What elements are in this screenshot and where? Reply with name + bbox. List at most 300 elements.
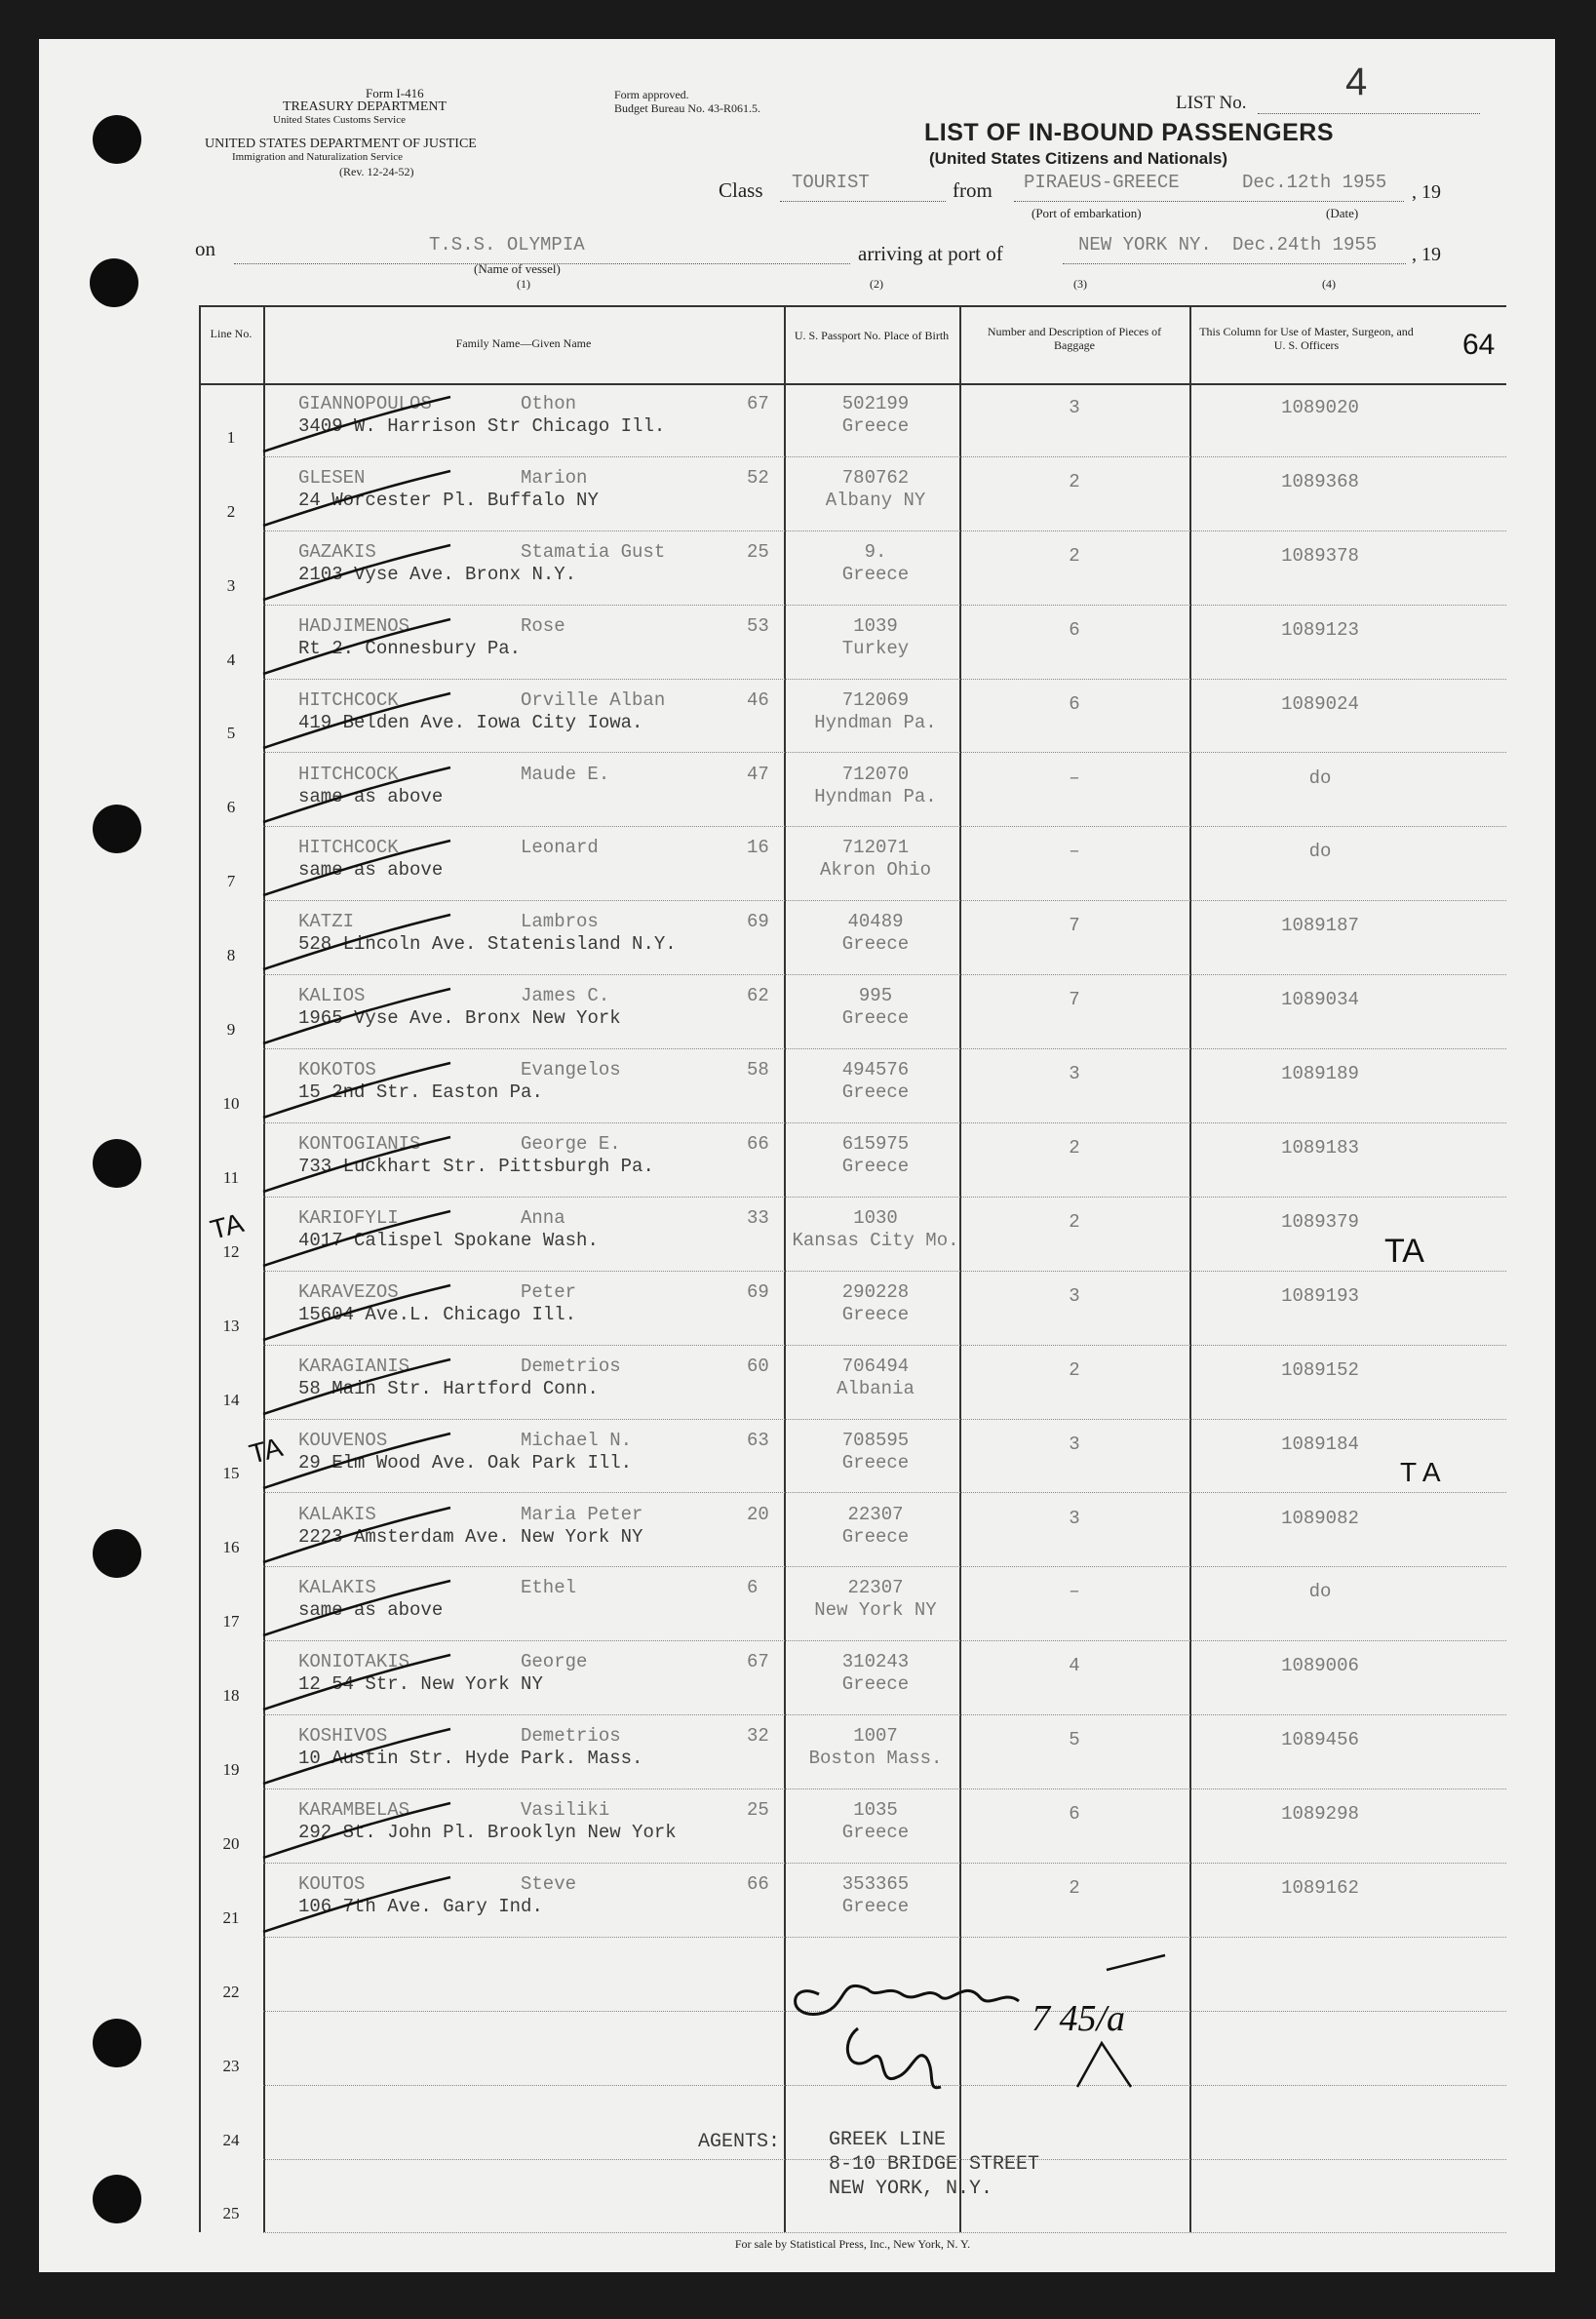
row-birth-place: Greece: [841, 1156, 910, 1177]
row-age: 58: [747, 1059, 769, 1081]
row-given-name: Marion: [521, 466, 588, 489]
table-top-border: [199, 305, 1506, 307]
table-row: [199, 680, 1506, 754]
row-passport-no: 712069: [841, 688, 910, 711]
row-address: 528 Lincoln Ave. Statenisland N.Y.: [298, 933, 677, 956]
col-header-passport: U. S. Passport No. Place of Birth: [794, 329, 950, 342]
page-title: LIST OF IN-BOUND PASSENGERS: [924, 119, 1335, 146]
row-officer-number: 1089193: [1281, 1284, 1359, 1307]
check-stroke: [263, 1285, 450, 1340]
row-given-name: George E.: [521, 1133, 621, 1155]
row-family-name: KOUVENOS: [298, 1429, 388, 1451]
agents-line-2: 8-10 BRIDGE STREET: [829, 2153, 1040, 2176]
check-stroke: [263, 1655, 450, 1710]
check-mark: [255, 465, 470, 533]
row-family-name: KALIOS: [298, 985, 366, 1007]
class-line: [780, 201, 946, 202]
row-given-name: Maude E.: [521, 763, 610, 785]
row-address: 3409 W. Harrison Str Chicago Ill.: [298, 415, 666, 437]
row-officer-number: 1089368: [1281, 470, 1359, 492]
customs-service: United States Customs Service: [273, 114, 406, 126]
vessel-value: T.S.S. OLYMPIA: [429, 234, 585, 255]
row-birth-place: Greece: [841, 1525, 910, 1548]
row-passport-no: 40489: [847, 911, 904, 933]
row-birth-place: Akron Ohio: [819, 859, 932, 882]
row-age: 69: [747, 1280, 769, 1303]
date-caption: (Date): [1326, 206, 1359, 220]
check-stroke: [263, 1434, 450, 1488]
row-family-name: HITCHCOCK: [298, 688, 399, 711]
row-age: 46: [747, 688, 769, 711]
check-mark: [255, 1205, 470, 1274]
check-mark: [255, 1131, 470, 1199]
arriving-label: arriving at port of: [858, 242, 1003, 265]
row-baggage: 6: [1069, 1803, 1080, 1826]
punch-hole: [93, 1529, 141, 1578]
row-given-name: Orville Alban: [521, 688, 666, 711]
row-address: 2223 Amsterdam Ave. New York NY: [298, 1525, 643, 1548]
check-stroke: [263, 1581, 450, 1635]
arriving-value: NEW YORK NY.: [1078, 234, 1212, 255]
check-mark: [255, 909, 470, 977]
table-row: [199, 1049, 1506, 1123]
row-birth-place: Hyndman Pa.: [814, 785, 937, 807]
row-passport-no: 310243: [841, 1651, 910, 1673]
row-baggage: 2: [1069, 1877, 1080, 1899]
row-officer-number: 1089183: [1281, 1137, 1359, 1159]
from-line: [1014, 201, 1404, 202]
check-mark: [255, 1723, 470, 1791]
row-line-number: 11: [222, 1167, 240, 1187]
row-officer-number: 1089162: [1281, 1877, 1359, 1899]
row-passport-no: 22307: [847, 1577, 904, 1599]
table-row: [199, 975, 1506, 1049]
row-baggage: 2: [1069, 1210, 1080, 1233]
check-stroke: [263, 545, 450, 600]
row-age: 16: [747, 837, 769, 859]
row-family-name: GLESEN: [298, 466, 366, 489]
table-row: [199, 1494, 1506, 1568]
row-family-name: KALAKIS: [298, 1503, 376, 1525]
row-officer-number: do: [1308, 1581, 1332, 1603]
row-address: same as above: [298, 785, 444, 807]
row-line-number: 12: [222, 1241, 240, 1261]
class-label: Class: [719, 178, 763, 202]
list-no-label: LIST No.: [1176, 93, 1247, 113]
justice-dept: UNITED STATES DEPARTMENT OF JUSTICE: [205, 137, 477, 151]
revision: (Rev. 12-24-52): [339, 165, 414, 178]
row-given-name: Maria Peter: [521, 1503, 643, 1525]
punch-hole: [93, 1139, 141, 1188]
check-stroke: [263, 397, 450, 452]
col-header-line-no: Line No.: [210, 327, 253, 340]
row-given-name: George: [521, 1651, 588, 1673]
row-age: 67: [747, 393, 769, 414]
from-value: PIRAEUS-GREECE: [1024, 172, 1180, 193]
agents-label: AGENTS:: [698, 2131, 781, 2153]
table-row: [199, 1789, 1506, 1864]
row-address: 106 7th Ave. Gary Ind.: [298, 1896, 543, 1917]
row-birth-place: Albania: [837, 1377, 915, 1399]
row-age: 60: [747, 1355, 769, 1377]
row-given-name: Othon: [521, 393, 577, 414]
check-mark: [255, 1279, 470, 1348]
row-age: 67: [747, 1651, 769, 1673]
manifest-table: [199, 305, 1506, 2251]
check-mark: [255, 835, 470, 903]
row-family-name: GIANNOPOULOS: [298, 393, 432, 414]
row-address: Rt 2. Connesbury Pa.: [298, 637, 522, 659]
arriving-year: , 19: [1412, 244, 1441, 265]
row-address: 292 St. John Pl. Brooklyn New York: [298, 1822, 677, 1844]
row-address: 58 Main Str. Hartford Conn.: [298, 1377, 599, 1399]
row-line-number: 20: [222, 1833, 240, 1853]
punch-hole: [93, 2019, 141, 2067]
row-family-name: KARAVEZOS: [298, 1280, 399, 1303]
row-baggage: 2: [1069, 470, 1080, 492]
ta-annotation-left-15: TA: [246, 1432, 287, 1470]
punch-hole: [93, 805, 141, 853]
row-address: 29 Elm Wood Ave. Oak Park Ill.: [298, 1451, 633, 1474]
row-address: 15604 Ave.L. Chicago Ill.: [298, 1303, 577, 1325]
row-line-number: 6: [226, 798, 236, 817]
row-line-number: 21: [222, 1907, 240, 1927]
signature-mark: 7 45/a: [1032, 1998, 1126, 2039]
row-family-name: HITCHCOCK: [298, 837, 399, 859]
row-age: 33: [747, 1206, 769, 1229]
table-row: [199, 1864, 1506, 1938]
row-line-number: 14: [222, 1390, 240, 1409]
caption-3: (3): [1073, 277, 1087, 291]
on-label: on: [195, 237, 215, 260]
row-officer-number: 1089024: [1281, 692, 1359, 715]
agents-line-1: GREEK LINE: [829, 2129, 947, 2151]
punch-hole: [93, 2175, 141, 2223]
row-given-name: Leonard: [521, 837, 599, 859]
row-line-number: 3: [226, 575, 236, 595]
table-row: [199, 1420, 1506, 1494]
row-baggage: 7: [1069, 915, 1080, 937]
row-officer-number: 1089152: [1281, 1358, 1359, 1381]
check-stroke: [263, 1803, 450, 1858]
row-birth-place: Hyndman Pa.: [814, 711, 937, 733]
row-family-name: KARAGIANIS: [298, 1355, 410, 1377]
row-birth-place: New York NY: [814, 1599, 937, 1622]
row-family-name: KOUTOS: [298, 1873, 366, 1895]
row-baggage: 3: [1069, 1507, 1080, 1529]
row-age: 63: [747, 1429, 769, 1451]
table-row: [199, 1272, 1506, 1346]
row-family-name: KATZI: [298, 911, 355, 933]
punch-hole: [93, 115, 141, 164]
row-baggage: 5: [1069, 1729, 1080, 1751]
row-given-name: Steve: [521, 1873, 577, 1895]
row-line-number: 24: [222, 2130, 240, 2149]
row-given-name: Demetrios: [521, 1355, 621, 1377]
check-mark: [255, 1057, 470, 1125]
row-age: 52: [747, 466, 769, 489]
check-mark: [255, 1428, 470, 1496]
table-row: [199, 1641, 1506, 1715]
check-stroke: [263, 1729, 450, 1784]
row-family-name: HADJIMENOS: [298, 614, 410, 637]
row-address: 10 Austin Str. Hyde Park. Mass.: [298, 1748, 643, 1770]
check-mark: [255, 391, 470, 459]
col-header-officers: This Column for Use of Master, Surgeon, and U. S. Officers: [1199, 325, 1414, 352]
row-baggage: 2: [1069, 544, 1080, 567]
row-birth-place: Greece: [841, 1303, 910, 1325]
row-passport-no: 995: [858, 985, 893, 1007]
check-mark: [255, 1797, 470, 1866]
check-mark: [255, 613, 470, 682]
col-header-baggage: Number and Description of Pieces of Baggage: [987, 325, 1162, 352]
arriving-line: [1063, 263, 1406, 264]
footer-imprint: For sale by Statistical Press, Inc., New York, N. Y.: [734, 2237, 971, 2251]
table-row: [199, 457, 1506, 531]
row-passport-no: 712070: [841, 763, 910, 785]
ta-annotation-right-12: TA: [1384, 1233, 1424, 1270]
row-birth-place: Greece: [841, 1007, 910, 1030]
check-mark: [255, 762, 470, 830]
row-age: 6: [747, 1577, 759, 1599]
row-passport-no: 290228: [841, 1280, 910, 1303]
row-given-name: Michael N.: [521, 1429, 633, 1451]
row-line-number: 15: [222, 1464, 240, 1483]
row-family-name: KARAMBELAS: [298, 1799, 410, 1822]
caption-4: (4): [1322, 277, 1336, 291]
row-baggage: 3: [1069, 1284, 1080, 1307]
form-approved: Form approved.: [614, 88, 689, 101]
row-birth-place: Greece: [841, 1896, 910, 1917]
row-line-number: 1: [226, 427, 236, 447]
row-address: 24 Worcester Pl. Buffalo NY: [298, 489, 599, 511]
row-passport-no: 706494: [841, 1355, 910, 1377]
row-baggage: 6: [1069, 692, 1080, 715]
row-given-name: James C.: [521, 985, 610, 1007]
row-birth-place: Greece: [841, 1822, 910, 1844]
row-baggage: –: [1069, 766, 1080, 789]
check-stroke: [263, 1508, 450, 1562]
row-passport-no: 494576: [841, 1059, 910, 1081]
check-stroke: [263, 989, 450, 1043]
row-baggage: 3: [1069, 1063, 1080, 1085]
from-year: , 19: [1412, 181, 1441, 203]
treasury-dept: TREASURY DEPARTMENT: [283, 99, 448, 114]
ta-annotation-right-15: T A: [1400, 1457, 1441, 1487]
row-given-name: Anna: [521, 1206, 565, 1229]
table-row: [199, 531, 1506, 606]
row-officer-number: 1089082: [1281, 1507, 1359, 1529]
check-mark: [255, 1649, 470, 1717]
row-officer-number: 1089184: [1281, 1433, 1359, 1455]
row-birth-place: Greece: [841, 415, 910, 437]
row-baggage: 3: [1069, 1433, 1080, 1455]
from-label: from: [953, 178, 993, 202]
row-family-name: KALAKIS: [298, 1577, 376, 1599]
row-baggage: –: [1069, 841, 1080, 863]
row-birth-place: Boston Mass.: [808, 1748, 943, 1770]
budget-bureau: Budget Bureau No. 43-R061.5.: [614, 101, 760, 115]
officer-signature: [780, 1950, 1189, 2106]
table-row: [199, 901, 1506, 975]
agents-line-3: NEW YORK, N.Y.: [829, 2178, 993, 2200]
row-birth-place: Albany NY: [825, 489, 926, 511]
row-passport-no: 615975: [841, 1133, 910, 1155]
row-family-name: KONTOGIANIS: [298, 1133, 421, 1155]
row-officer-number: 1089020: [1281, 397, 1359, 418]
vessel-caption: (Name of vessel): [474, 261, 561, 276]
check-stroke: [263, 1063, 450, 1118]
caption-2: (2): [870, 277, 883, 291]
row-passport-no: 1007: [853, 1725, 898, 1748]
row-family-name: GAZAKIS: [298, 540, 376, 563]
ta-annotation-left-12: TA: [207, 1207, 248, 1245]
row-family-name: KOKOTOS: [298, 1059, 376, 1081]
row-age: 25: [747, 540, 769, 563]
check-stroke: [263, 1211, 450, 1266]
row-baggage: 2: [1069, 1137, 1080, 1159]
row-line-number: 19: [222, 1760, 240, 1780]
row-age: 53: [747, 614, 769, 637]
row-separator: [263, 2232, 1506, 2233]
table-row: [199, 606, 1506, 680]
row-passport-no: 502199: [841, 393, 910, 414]
row-line-number: 17: [222, 1612, 240, 1631]
row-line-number: 5: [226, 724, 236, 743]
row-officer-number: 1089034: [1281, 989, 1359, 1011]
col-header-name: Family Name—Given Name: [455, 336, 592, 350]
check-mark: [255, 1502, 470, 1570]
row-officer-number: 1089378: [1281, 544, 1359, 567]
table-row: [199, 827, 1506, 901]
check-mark: [255, 688, 470, 756]
check-stroke: [263, 915, 450, 969]
row-line-number: 2: [226, 501, 236, 521]
row-baggage: 2: [1069, 1358, 1080, 1381]
class-value: TOURIST: [792, 172, 870, 193]
row-officer-number: 1089189: [1281, 1063, 1359, 1085]
row-line-number: 10: [222, 1093, 240, 1113]
row-age: 32: [747, 1725, 769, 1748]
row-officer-number: 1089187: [1281, 915, 1359, 937]
row-given-name: Stamatia Gust: [521, 540, 666, 563]
check-mark: [255, 1575, 470, 1643]
row-passport-no: 712071: [841, 837, 910, 859]
row-given-name: Ethel: [521, 1577, 577, 1599]
check-stroke: [263, 693, 450, 748]
row-age: 25: [747, 1799, 769, 1822]
row-baggage: 6: [1069, 618, 1080, 641]
row-line-number: 9: [226, 1020, 236, 1040]
row-passport-no: 1035: [853, 1799, 898, 1822]
row-line-number: 22: [222, 1982, 240, 2001]
check-mark: [255, 983, 470, 1051]
row-address: 419 Belden Ave. Iowa City Iowa.: [298, 711, 643, 733]
check-mark: [255, 1354, 470, 1422]
row-birth-place: Greece: [841, 1451, 910, 1474]
row-given-name: Lambros: [521, 911, 599, 933]
form-number: Form I-416: [366, 86, 424, 100]
page-mark: 64: [1462, 329, 1496, 361]
check-stroke: [263, 1359, 450, 1414]
row-birth-place: Greece: [841, 1673, 910, 1696]
page-subtitle: (United States Citizens and Nationals): [929, 149, 1228, 168]
row-officer-number: 1089123: [1281, 618, 1359, 641]
row-line-number: 8: [226, 946, 236, 965]
check-stroke: [263, 841, 450, 895]
row-address: same as above: [298, 859, 444, 882]
row-passport-no: 780762: [841, 466, 910, 489]
table-row: [199, 1123, 1506, 1198]
row-line-number: 18: [222, 1686, 240, 1706]
row-age: 62: [747, 985, 769, 1007]
row-birth-place: Greece: [841, 933, 910, 956]
check-stroke: [263, 1877, 450, 1932]
row-age: 69: [747, 911, 769, 933]
table-row: [199, 1198, 1506, 1272]
table-row: [199, 1567, 1506, 1641]
table-row: [199, 1715, 1506, 1789]
row-address: 1965 Vyse Ave. Bronx New York: [298, 1007, 621, 1030]
row-given-name: Demetrios: [521, 1725, 621, 1748]
row-passport-no: 353365: [841, 1873, 910, 1895]
row-given-name: Evangelos: [521, 1059, 621, 1081]
table-row: [199, 383, 1506, 457]
row-baggage: 4: [1069, 1655, 1080, 1677]
row-passport-no: 708595: [841, 1429, 910, 1451]
ins-service: Immigration and Naturalization Service: [232, 151, 404, 163]
row-officer-number: do: [1308, 766, 1332, 789]
row-birth-place: Greece: [841, 1081, 910, 1104]
row-birth-place: Kansas City Mo.: [792, 1229, 959, 1251]
row-address: 4017 Calispel Spokane Wash.: [298, 1229, 599, 1251]
check-stroke: [263, 619, 450, 674]
from-date: Dec.12th 1955: [1242, 172, 1387, 193]
check-mark: [255, 1871, 470, 1940]
row-line-number: 25: [222, 2204, 240, 2223]
table-row: [199, 1346, 1506, 1420]
row-line-number: 16: [222, 1538, 240, 1557]
row-address: 2103 Vyse Ave. Bronx N.Y.: [298, 563, 577, 585]
row-line-number: 23: [222, 2056, 240, 2075]
row-baggage: –: [1069, 1581, 1080, 1603]
row-line-number: 7: [226, 872, 236, 891]
row-address: 12 54 Str. New York NY: [298, 1673, 543, 1696]
row-officer-number: 1089006: [1281, 1655, 1359, 1677]
row-birth-place: Greece: [841, 563, 910, 585]
row-age: 47: [747, 763, 769, 785]
arriving-date: Dec.24th 1955: [1232, 234, 1378, 255]
row-address: same as above: [298, 1599, 444, 1622]
row-baggage: 7: [1069, 989, 1080, 1011]
row-officer-number: 1089298: [1281, 1803, 1359, 1826]
check-mark: [255, 539, 470, 608]
row-officer-number: 1089456: [1281, 1729, 1359, 1751]
caption-1: (1): [517, 277, 530, 291]
row-family-name: KOSHIVOS: [298, 1725, 388, 1748]
list-no-value: 4: [1345, 60, 1368, 103]
row-age: 66: [747, 1873, 769, 1895]
row-passport-no: 1030: [853, 1206, 898, 1229]
row-officer-number: 1089379: [1281, 1210, 1359, 1233]
row-officer-number: do: [1308, 841, 1332, 863]
check-stroke: [263, 471, 450, 526]
row-address: 15 2nd Str. Easton Pa.: [298, 1081, 543, 1104]
row-age: 20: [747, 1503, 769, 1525]
row-family-name: KONIOTAKIS: [298, 1651, 410, 1673]
check-stroke: [263, 767, 450, 822]
row-baggage: 3: [1069, 397, 1080, 418]
